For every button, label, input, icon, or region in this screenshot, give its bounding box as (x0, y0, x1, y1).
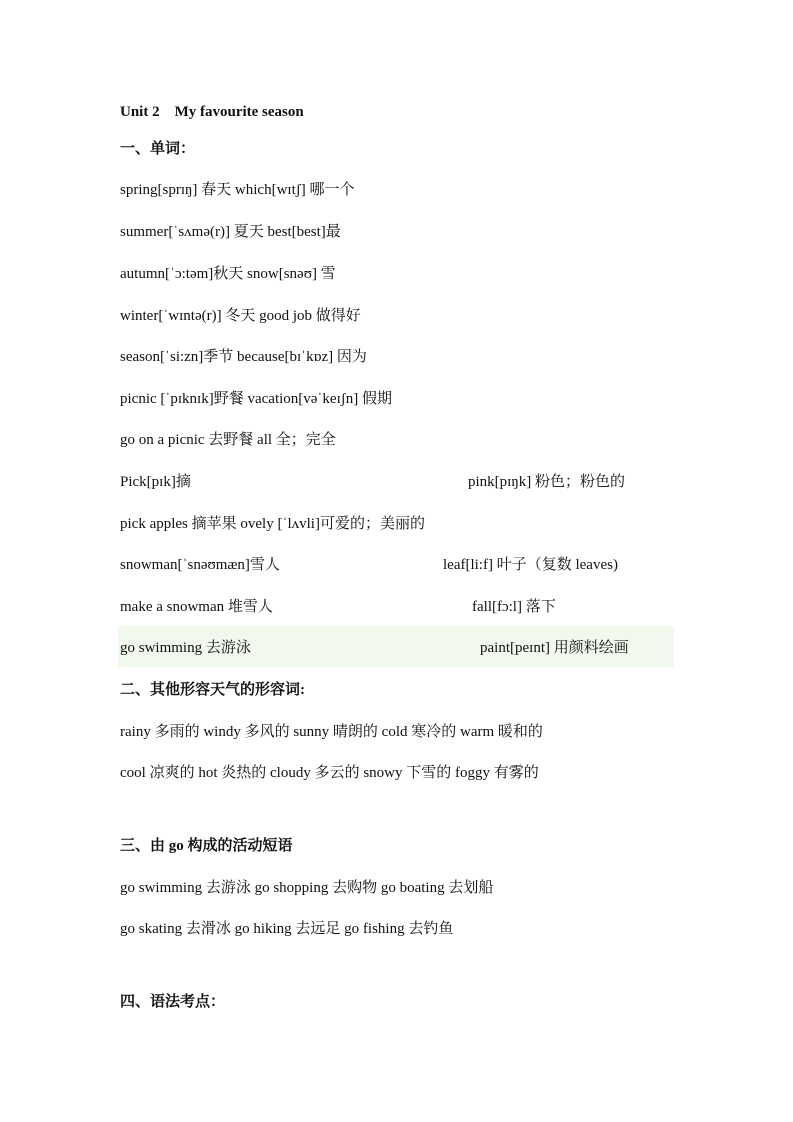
phrase-line-2: go skating 去滑冰 go hiking 去远足 go fishing 去钓鱼 (120, 921, 454, 937)
vocab-line-2: summer[ˈsʌmə(r)] 夏天 best[best]最 (120, 224, 341, 240)
section-1-heading: 一、单词： (120, 141, 196, 157)
vocab-line-3: autumn[ˈɔ:təm]秋天 snow[snəʊ] 雪 (120, 266, 336, 282)
vocab-line-6: picnic [ˈpɪknɪk]野餐 vacation[vəˈkeɪʃn] 假期 (120, 391, 392, 407)
vocab-line-1: spring[sprɪŋ] 春天 which[wɪtʃ] 哪一个 (120, 182, 355, 198)
vocab-line-7: go on a picnic 去野餐 all 全；完全 (120, 432, 336, 448)
vocab-line-8-right: pink[pɪŋk] 粉色；粉色的 (468, 474, 625, 490)
vocab-line-9-left: pick apples 摘苹果 ovely [ˈlʌvli]可爱的；美丽的 (120, 516, 425, 532)
vocab-line-5: season[ˈsi:zn]季节 because[bɪˈkɒz] 因为 (120, 349, 367, 365)
vocab-line-10-right: leaf[li:f] 叶子（复数 leaves) (443, 557, 618, 573)
vocab-line-4: winter[ˈwɪntə(r)] 冬天 good job 做得好 (120, 308, 361, 324)
vocab-line-11-right: fall[fɔ:l] 落下 (472, 599, 556, 615)
section-4-heading: 四、语法考点： (120, 994, 226, 1010)
adjective-line-2: cool 凉爽的 hot 炎热的 cloudy 多云的 snowy 下雪的 foggy 有雾的 (120, 765, 539, 781)
vocab-line-11-left: make a snowman 堆雪人 (120, 599, 273, 615)
vocab-line-8-left: Pick[pɪk]摘 (120, 474, 191, 490)
section-3-heading: 三、由 go 构成的活动短语 (120, 838, 293, 854)
vocab-line-12-right: paint[peɪnt] 用颜料绘画 (480, 640, 629, 656)
document-title: Unit 2 My favourite season (120, 104, 304, 120)
adjective-line-1: rainy 多雨的 windy 多风的 sunny 晴朗的 cold 寒冷的 warm 暖和的 (120, 724, 543, 740)
phrase-line-1: go swimming 去游泳 go shopping 去购物 go boating 去划船 (120, 880, 494, 896)
vocab-line-10-left: snowman[ˈsnəʊmæn]雪人 (120, 557, 280, 573)
section-2-heading: 二、其他形容天气的形容词: (120, 682, 305, 698)
vocab-line-12-left: go swimming 去游泳 (120, 640, 251, 656)
